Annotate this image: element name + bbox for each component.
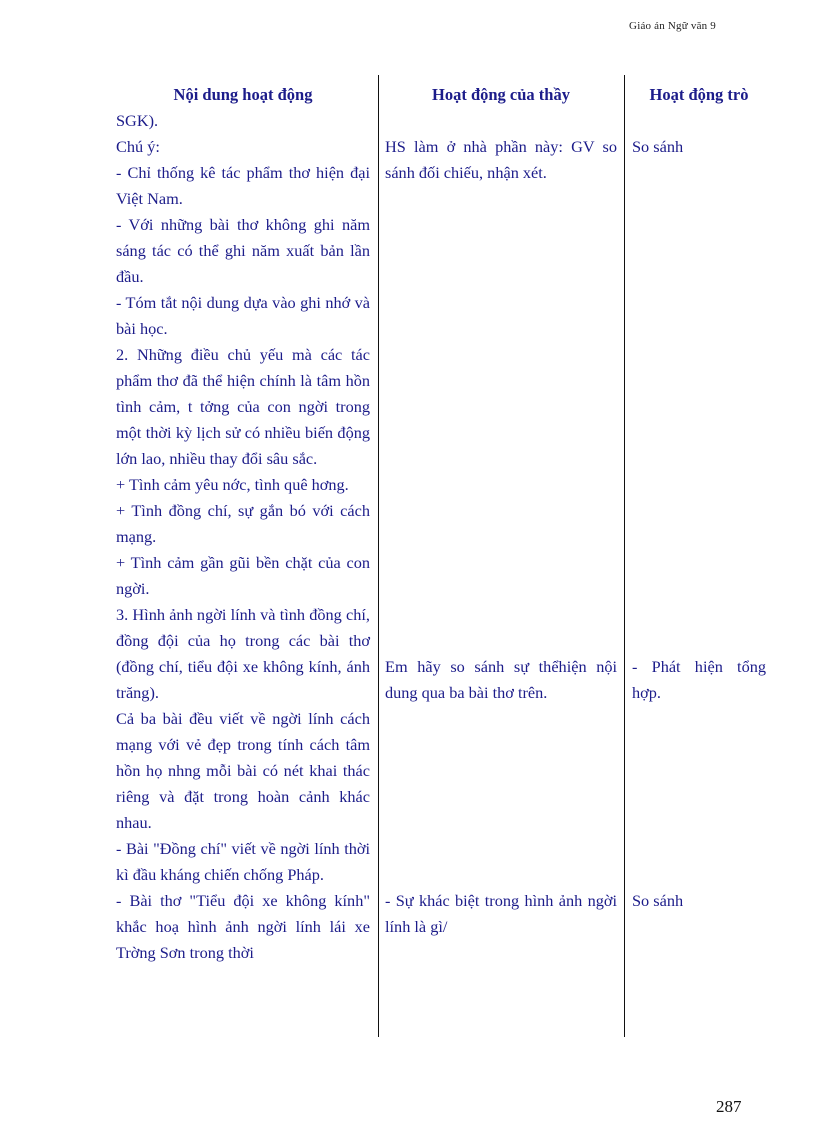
paragraph: Chú ý:: [116, 137, 160, 156]
paragraph: + Tình cảm gần gũi bền chặt của con ngời.: [116, 553, 370, 598]
column-header-teacher: Hoạt động của thầy: [432, 85, 570, 104]
paragraph: So sánh: [632, 891, 684, 910]
teacher-cell: [385, 654, 617, 706]
paragraph: - Chỉ thống kê tác phẩm thơ hiện đại Việt Nam.: [116, 163, 370, 208]
paragraph: - Sự khác biệt trong hình ảnh ngời lính là gì/: [385, 891, 617, 936]
content-block: [116, 108, 370, 966]
column-header-content: Nội dung hoạt động: [173, 85, 313, 104]
paragraph: + Tình cảm yêu nớc, tình quê hơng.: [116, 475, 349, 494]
running-header: Giáo án Ngữ văn 9: [629, 20, 716, 32]
column-header-student: Hoạt động trò: [649, 85, 749, 104]
student-column: [632, 83, 766, 910]
page-number: 287: [716, 1097, 742, 1116]
paragraph: So sánh: [632, 137, 684, 156]
student-cell: [632, 654, 766, 706]
content-column: [116, 83, 370, 962]
teacher-column: [385, 83, 617, 936]
student-cell: [632, 888, 766, 914]
student-cell: [632, 134, 766, 160]
teacher-cell: [385, 134, 617, 186]
paragraph: 3. Hình ảnh ngời lính và tình đồng chí, đồng đội của họ trong các bài thơ (đồng chí, tiểu đội xe không kính, ánh trăng).: [116, 605, 370, 702]
paragraph: + Tình đồng chí, sự gắn bó với cách mạng.: [116, 501, 370, 546]
paragraph: 2. Những điều chủ yếu mà các tác phẩm thơ đã thể hiện chính là tâm hồn tình cảm, t tởng của con ngời trong một thời kỳ lịch sử có nhiều biến động lớn lao, nhiều thay đổi sâu sắc.: [116, 345, 370, 468]
paragraph: - Bài "Đồng chí" viết về ngời lính thời kì đầu kháng chiến chống Pháp.: [116, 839, 370, 884]
paragraph: Em hãy so sánh sự thểhiện nội dung qua ba bài thơ trên.: [385, 657, 617, 702]
paragraph: - Phát hiện tổng hợp.: [632, 657, 766, 702]
paragraph: HS làm ở nhà phần này: GV so sánh đối chiếu, nhận xét.: [385, 137, 617, 182]
paragraph: SGK).: [116, 111, 159, 130]
paragraph: Cả ba bài đều viết về ngời lính cách mạng với vẻ đẹp trong tính cách tâm hồn họ nhng mỗi bài có nét khai thác riêng và đặt trong hoàn cảnh khác nhau.: [116, 709, 370, 832]
paragraph: - Tóm tắt nội dung dựa vào ghi nhớ và bài học.: [116, 293, 370, 338]
teacher-cell: [385, 888, 617, 940]
column-divider: [378, 75, 379, 1037]
paragraph: - Bài thơ "Tiểu đội xe không kính" khắc hoạ hình ảnh ngời lính lái xe Trờng Sơn trong thời: [116, 891, 370, 962]
column-divider: [624, 75, 625, 1037]
paragraph: - Với những bài thơ không ghi năm sáng tác có thể ghi năm xuất bản lần đầu.: [116, 215, 370, 286]
